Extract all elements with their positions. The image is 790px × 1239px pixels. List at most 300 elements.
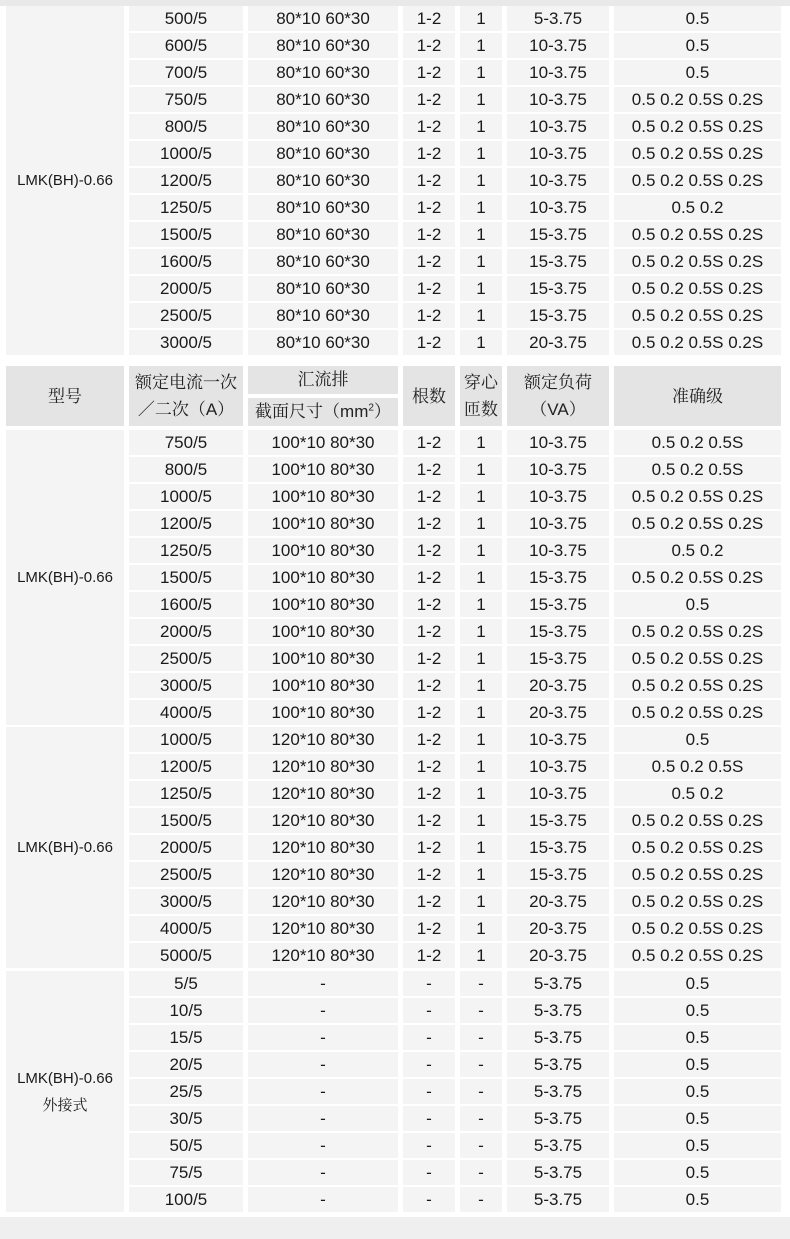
turns-cell: 1	[460, 222, 502, 247]
table-row	[0, 538, 790, 565]
busbar-cell: 120*10 80*30	[248, 943, 398, 968]
busbar-cell: 80*10 60*30	[248, 276, 398, 301]
burden-cell: 10-3.75	[507, 141, 609, 166]
busbar-cell: 80*10 60*30	[248, 114, 398, 139]
table-row	[0, 457, 790, 484]
burden-cell: 15-3.75	[507, 222, 609, 247]
turns-cell: 1	[460, 168, 502, 193]
table-row	[0, 971, 790, 998]
burden-cell: 10-3.75	[507, 60, 609, 85]
table-row	[0, 276, 790, 303]
count-cell: 1-2	[403, 646, 455, 671]
turns-cell: 1	[460, 565, 502, 590]
count-cell: 1-2	[403, 457, 455, 482]
burden-cell: 10-3.75	[507, 87, 609, 112]
burden-cell: 15-3.75	[507, 303, 609, 328]
accuracy-cell: 0.5 0.2 0.5S 0.2S	[614, 673, 781, 698]
busbar-cell: 100*10 80*30	[248, 700, 398, 725]
burden-cell: 5-3.75	[507, 998, 609, 1023]
turns-cell: -	[460, 1052, 502, 1077]
table-row	[0, 565, 790, 592]
current-cell: 30/5	[129, 1106, 243, 1131]
model-label: LMK(BH)-0.66	[17, 172, 113, 189]
turns-cell: 1	[460, 141, 502, 166]
burden-cell: 20-3.75	[507, 673, 609, 698]
burden-cell: 10-3.75	[507, 538, 609, 563]
busbar-cell: 120*10 80*30	[248, 862, 398, 887]
burden-cell: 10-3.75	[507, 511, 609, 536]
accuracy-cell: 0.5 0.2 0.5S	[614, 754, 781, 779]
busbar-cell: 80*10 60*30	[248, 60, 398, 85]
burden-cell: 15-3.75	[507, 249, 609, 274]
accuracy-cell: 0.5 0.2 0.5S	[614, 430, 781, 455]
current-cell: 4000/5	[129, 916, 243, 941]
current-cell: 1250/5	[129, 538, 243, 563]
current-cell: 20/5	[129, 1052, 243, 1077]
turns-cell: 1	[460, 673, 502, 698]
turns-cell: 1	[460, 303, 502, 328]
table-row	[0, 754, 790, 781]
table-row	[0, 141, 790, 168]
busbar-cell: 120*10 80*30	[248, 889, 398, 914]
current-cell: 25/5	[129, 1079, 243, 1104]
current-cell: 2000/5	[129, 276, 243, 301]
burden-cell: 10-3.75	[507, 33, 609, 58]
count-cell: 1-2	[403, 249, 455, 274]
turns-cell: 1	[460, 727, 502, 752]
current-cell: 2500/5	[129, 862, 243, 887]
turns-cell: 1	[460, 619, 502, 644]
burden-cell: 10-3.75	[507, 727, 609, 752]
busbar-cell: -	[248, 971, 398, 996]
busbar-cell: 120*10 80*30	[248, 754, 398, 779]
count-cell: 1-2	[403, 87, 455, 112]
table-row	[0, 6, 790, 33]
count-cell: 1-2	[403, 754, 455, 779]
busbar-cell: 120*10 80*30	[248, 808, 398, 833]
burden-cell: 15-3.75	[507, 276, 609, 301]
count-cell: -	[403, 998, 455, 1023]
accuracy-cell: 0.5 0.2 0.5S	[614, 457, 781, 482]
count-cell: 1-2	[403, 916, 455, 941]
table-row	[0, 862, 790, 889]
turns-cell: 1	[460, 700, 502, 725]
accuracy-cell: 0.5 0.2 0.5S 0.2S	[614, 700, 781, 725]
accuracy-cell: 0.5	[614, 1187, 781, 1212]
count-cell: 1-2	[403, 592, 455, 617]
busbar-cell: -	[248, 998, 398, 1023]
current-cell: 2500/5	[129, 303, 243, 328]
turns-cell: 1	[460, 862, 502, 887]
turns-cell: -	[460, 1133, 502, 1158]
accuracy-cell: 0.5	[614, 33, 781, 58]
header-burden: 额定负荷 （VA）	[507, 366, 609, 426]
turns-cell: 1	[460, 33, 502, 58]
accuracy-cell: 0.5 0.2	[614, 538, 781, 563]
count-cell: 1-2	[403, 114, 455, 139]
accuracy-cell: 0.5 0.2 0.5S 0.2S	[614, 565, 781, 590]
turns-cell: 1	[460, 889, 502, 914]
table-row	[0, 619, 790, 646]
accuracy-cell: 0.5 0.2 0.5S 0.2S	[614, 889, 781, 914]
burden-cell: 5-3.75	[507, 6, 609, 31]
table-row	[0, 673, 790, 700]
current-cell: 750/5	[129, 430, 243, 455]
burden-cell: 10-3.75	[507, 484, 609, 509]
accuracy-cell: 0.5	[614, 727, 781, 752]
burden-cell: 20-3.75	[507, 943, 609, 968]
burden-cell: 5-3.75	[507, 1052, 609, 1077]
turns-cell: 1	[460, 754, 502, 779]
current-cell: 1250/5	[129, 195, 243, 220]
current-cell: 800/5	[129, 114, 243, 139]
accuracy-cell: 0.5 0.2	[614, 195, 781, 220]
busbar-cell: 100*10 80*30	[248, 646, 398, 671]
burden-cell: 10-3.75	[507, 195, 609, 220]
turns-cell: 1	[460, 276, 502, 301]
accuracy-cell: 0.5	[614, 998, 781, 1023]
busbar-cell: -	[248, 1025, 398, 1050]
table-row	[0, 222, 790, 249]
accuracy-cell: 0.5	[614, 1079, 781, 1104]
accuracy-cell: 0.5 0.2 0.5S 0.2S	[614, 646, 781, 671]
burden-cell: 15-3.75	[507, 592, 609, 617]
model-label: 外接式	[42, 1096, 88, 1114]
current-cell: 1000/5	[129, 727, 243, 752]
table-row	[0, 1079, 790, 1106]
count-cell: 1-2	[403, 700, 455, 725]
header-count: 根数	[403, 366, 455, 426]
current-cell: 75/5	[129, 1160, 243, 1185]
table-row	[0, 808, 790, 835]
burden-cell: 15-3.75	[507, 646, 609, 671]
busbar-cell: -	[248, 1187, 398, 1212]
table-row	[0, 114, 790, 141]
table-row	[0, 889, 790, 916]
accuracy-cell: 0.5 0.2 0.5S 0.2S	[614, 87, 781, 112]
model-label: LMK(BH)-0.66	[17, 839, 113, 856]
turns-cell: 1	[460, 330, 502, 355]
busbar-cell: 120*10 80*30	[248, 916, 398, 941]
burden-cell: 5-3.75	[507, 1187, 609, 1212]
current-cell: 1000/5	[129, 484, 243, 509]
accuracy-cell: 0.5 0.2 0.5S 0.2S	[614, 276, 781, 301]
count-cell: 1-2	[403, 538, 455, 563]
busbar-cell: 100*10 80*30	[248, 484, 398, 509]
table-row	[0, 1106, 790, 1133]
count-cell: 1-2	[403, 6, 455, 31]
accuracy-cell: 0.5 0.2 0.5S 0.2S	[614, 943, 781, 968]
accuracy-cell: 0.5	[614, 971, 781, 996]
accuracy-cell: 0.5 0.2 0.5S 0.2S	[614, 114, 781, 139]
busbar-cell: 80*10 60*30	[248, 249, 398, 274]
accuracy-cell: 0.5 0.2	[614, 781, 781, 806]
burden-cell: 10-3.75	[507, 168, 609, 193]
busbar-cell: 100*10 80*30	[248, 565, 398, 590]
current-cell: 1500/5	[129, 565, 243, 590]
busbar-cell: 80*10 60*30	[248, 33, 398, 58]
count-cell: -	[403, 1160, 455, 1185]
current-cell: 1200/5	[129, 754, 243, 779]
busbar-cell: 80*10 60*30	[248, 6, 398, 31]
count-cell: 1-2	[403, 619, 455, 644]
burden-cell: 10-3.75	[507, 754, 609, 779]
current-cell: 600/5	[129, 33, 243, 58]
accuracy-cell: 0.5	[614, 6, 781, 31]
burden-cell: 20-3.75	[507, 916, 609, 941]
table-row	[0, 1187, 790, 1214]
accuracy-cell: 0.5 0.2 0.5S 0.2S	[614, 168, 781, 193]
current-cell: 5000/5	[129, 943, 243, 968]
current-cell: 1600/5	[129, 249, 243, 274]
table-row	[0, 249, 790, 276]
header-busbar-size: 截面尺寸$(mm^2)$	[248, 398, 398, 426]
accuracy-cell: 0.5	[614, 592, 781, 617]
accuracy-cell: 0.5 0.2 0.5S 0.2S	[614, 835, 781, 860]
header-rated-current: 额定电流一次 ／二次（A）	[129, 366, 243, 426]
count-cell: 1-2	[403, 141, 455, 166]
busbar-cell: 80*10 60*30	[248, 87, 398, 112]
current-cell: 1200/5	[129, 168, 243, 193]
current-cell: 50/5	[129, 1133, 243, 1158]
header-accuracy: 准确级	[614, 366, 781, 426]
current-cell: 3000/5	[129, 673, 243, 698]
turns-cell: 1	[460, 249, 502, 274]
busbar-cell: 80*10 60*30	[248, 168, 398, 193]
count-cell: -	[403, 1052, 455, 1077]
count-cell: 1-2	[403, 781, 455, 806]
table-row	[0, 916, 790, 943]
table-row	[0, 484, 790, 511]
busbar-cell: 80*10 60*30	[248, 330, 398, 355]
current-cell: 100/5	[129, 1187, 243, 1212]
table-row	[0, 943, 790, 970]
count-cell: 1-2	[403, 303, 455, 328]
busbar-cell: 120*10 80*30	[248, 727, 398, 752]
count-cell: 1-2	[403, 484, 455, 509]
accuracy-cell: 0.5 0.2 0.5S 0.2S	[614, 330, 781, 355]
table-row	[0, 60, 790, 87]
current-cell: 750/5	[129, 87, 243, 112]
turns-cell: 1	[460, 87, 502, 112]
burden-cell: 5-3.75	[507, 1025, 609, 1050]
table-row	[0, 303, 790, 330]
accuracy-cell: 0.5 0.2 0.5S 0.2S	[614, 862, 781, 887]
count-cell: -	[403, 971, 455, 996]
accuracy-cell: 0.5	[614, 60, 781, 85]
burden-cell: 10-3.75	[507, 114, 609, 139]
busbar-cell: 100*10 80*30	[248, 673, 398, 698]
count-cell: 1-2	[403, 168, 455, 193]
current-cell: 3000/5	[129, 889, 243, 914]
count-cell: 1-2	[403, 222, 455, 247]
burden-cell: 15-3.75	[507, 862, 609, 887]
header-model: 型号	[6, 366, 124, 426]
turns-cell: 1	[460, 114, 502, 139]
current-cell: 2000/5	[129, 619, 243, 644]
table-row	[0, 1160, 790, 1187]
current-cell: 4000/5	[129, 700, 243, 725]
accuracy-cell: 0.5	[614, 1052, 781, 1077]
burden-cell: 20-3.75	[507, 889, 609, 914]
burden-cell: 20-3.75	[507, 700, 609, 725]
busbar-cell: -	[248, 1133, 398, 1158]
count-cell: 1-2	[403, 565, 455, 590]
count-cell: 1-2	[403, 943, 455, 968]
busbar-cell: 100*10 80*30	[248, 430, 398, 455]
busbar-cell: 80*10 60*30	[248, 303, 398, 328]
current-cell: 1500/5	[129, 222, 243, 247]
accuracy-cell: 0.5 0.2 0.5S 0.2S	[614, 249, 781, 274]
count-cell: 1-2	[403, 330, 455, 355]
turns-cell: 1	[460, 484, 502, 509]
count-cell: -	[403, 1106, 455, 1131]
table-row	[0, 33, 790, 60]
count-cell: 1-2	[403, 276, 455, 301]
count-cell: 1-2	[403, 673, 455, 698]
count-cell: 1-2	[403, 33, 455, 58]
accuracy-cell: 0.5 0.2 0.5S 0.2S	[614, 484, 781, 509]
turns-cell: 1	[460, 916, 502, 941]
turns-cell: 1	[460, 195, 502, 220]
table-row	[0, 430, 790, 457]
burden-cell: 15-3.75	[507, 835, 609, 860]
turns-cell: 1	[460, 592, 502, 617]
current-cell: 800/5	[129, 457, 243, 482]
burden-cell: 5-3.75	[507, 1160, 609, 1185]
current-cell: 1250/5	[129, 781, 243, 806]
count-cell: 1-2	[403, 727, 455, 752]
burden-cell: 10-3.75	[507, 430, 609, 455]
count-cell: -	[403, 1025, 455, 1050]
current-cell: 15/5	[129, 1025, 243, 1050]
busbar-cell: 80*10 60*30	[248, 195, 398, 220]
burden-cell: 15-3.75	[507, 619, 609, 644]
turns-cell: 1	[460, 835, 502, 860]
count-cell: -	[403, 1079, 455, 1104]
accuracy-cell: 0.5 0.2 0.5S 0.2S	[614, 303, 781, 328]
busbar-cell: 80*10 60*30	[248, 222, 398, 247]
turns-cell: 1	[460, 430, 502, 455]
table-row	[0, 330, 790, 357]
current-cell: 1200/5	[129, 511, 243, 536]
turns-cell: 1	[460, 511, 502, 536]
turns-cell: -	[460, 1187, 502, 1212]
table-row	[0, 646, 790, 673]
busbar-cell: 100*10 80*30	[248, 538, 398, 563]
table-row	[0, 168, 790, 195]
count-cell: 1-2	[403, 430, 455, 455]
table-row	[0, 592, 790, 619]
turns-cell: -	[460, 998, 502, 1023]
table-row	[0, 195, 790, 222]
burden-cell: 5-3.75	[507, 1106, 609, 1131]
count-cell: 1-2	[403, 835, 455, 860]
accuracy-cell: 0.5 0.2 0.5S 0.2S	[614, 916, 781, 941]
table-row	[0, 998, 790, 1025]
accuracy-cell: 0.5	[614, 1160, 781, 1185]
turns-cell: -	[460, 1079, 502, 1104]
accuracy-cell: 0.5 0.2 0.5S 0.2S	[614, 141, 781, 166]
accuracy-cell: 0.5 0.2 0.5S 0.2S	[614, 511, 781, 536]
burden-cell: 15-3.75	[507, 808, 609, 833]
model-label: LMK(BH)-0.66	[17, 1069, 113, 1087]
current-cell: 5/5	[129, 971, 243, 996]
turns-cell: -	[460, 1160, 502, 1185]
burden-cell: 20-3.75	[507, 330, 609, 355]
accuracy-cell: 0.5	[614, 1025, 781, 1050]
burden-cell: 5-3.75	[507, 1079, 609, 1104]
current-cell: 3000/5	[129, 330, 243, 355]
busbar-cell: -	[248, 1106, 398, 1131]
current-cell: 1000/5	[129, 141, 243, 166]
current-cell: 10/5	[129, 998, 243, 1023]
turns-cell: 1	[460, 60, 502, 85]
table-row	[0, 1025, 790, 1052]
burden-cell: 5-3.75	[507, 1133, 609, 1158]
turns-cell: 1	[460, 6, 502, 31]
table-row	[0, 700, 790, 727]
count-cell: 1-2	[403, 511, 455, 536]
busbar-cell: -	[248, 1079, 398, 1104]
accuracy-cell: 0.5 0.2 0.5S 0.2S	[614, 222, 781, 247]
busbar-cell: 120*10 80*30	[248, 835, 398, 860]
turns-cell: -	[460, 971, 502, 996]
turns-cell: 1	[460, 538, 502, 563]
turns-cell: 1	[460, 646, 502, 671]
turns-cell: 1	[460, 943, 502, 968]
busbar-cell: -	[248, 1052, 398, 1077]
turns-cell: -	[460, 1025, 502, 1050]
busbar-cell: 120*10 80*30	[248, 781, 398, 806]
turns-cell: 1	[460, 457, 502, 482]
table-row	[0, 727, 790, 754]
current-cell: 700/5	[129, 60, 243, 85]
model-label: LMK(BH)-0.66	[17, 569, 113, 586]
count-cell: 1-2	[403, 195, 455, 220]
bottom-band	[0, 1217, 790, 1239]
current-cell: 1600/5	[129, 592, 243, 617]
current-cell: 1500/5	[129, 808, 243, 833]
accuracy-cell: 0.5 0.2 0.5S 0.2S	[614, 808, 781, 833]
table-row	[0, 1052, 790, 1079]
burden-cell: 10-3.75	[507, 781, 609, 806]
current-cell: 500/5	[129, 6, 243, 31]
count-cell: 1-2	[403, 60, 455, 85]
turns-cell: 1	[460, 808, 502, 833]
accuracy-cell: 0.5 0.2 0.5S 0.2S	[614, 619, 781, 644]
table-row	[0, 781, 790, 808]
current-cell: 2000/5	[129, 835, 243, 860]
burden-cell: 5-3.75	[507, 971, 609, 996]
current-cell: 2500/5	[129, 646, 243, 671]
busbar-cell: 100*10 80*30	[248, 457, 398, 482]
count-cell: 1-2	[403, 808, 455, 833]
count-cell: 1-2	[403, 862, 455, 887]
header-busbar: 汇流排	[248, 366, 398, 394]
table-row	[0, 835, 790, 862]
accuracy-cell: 0.5	[614, 1106, 781, 1131]
burden-cell: 10-3.75	[507, 457, 609, 482]
busbar-cell: 100*10 80*30	[248, 511, 398, 536]
accuracy-cell: 0.5	[614, 1133, 781, 1158]
header-turns: 穿心 匝数	[460, 366, 502, 426]
count-cell: -	[403, 1133, 455, 1158]
busbar-cell: 100*10 80*30	[248, 619, 398, 644]
table-row	[0, 87, 790, 114]
count-cell: -	[403, 1187, 455, 1212]
turns-cell: -	[460, 1106, 502, 1131]
